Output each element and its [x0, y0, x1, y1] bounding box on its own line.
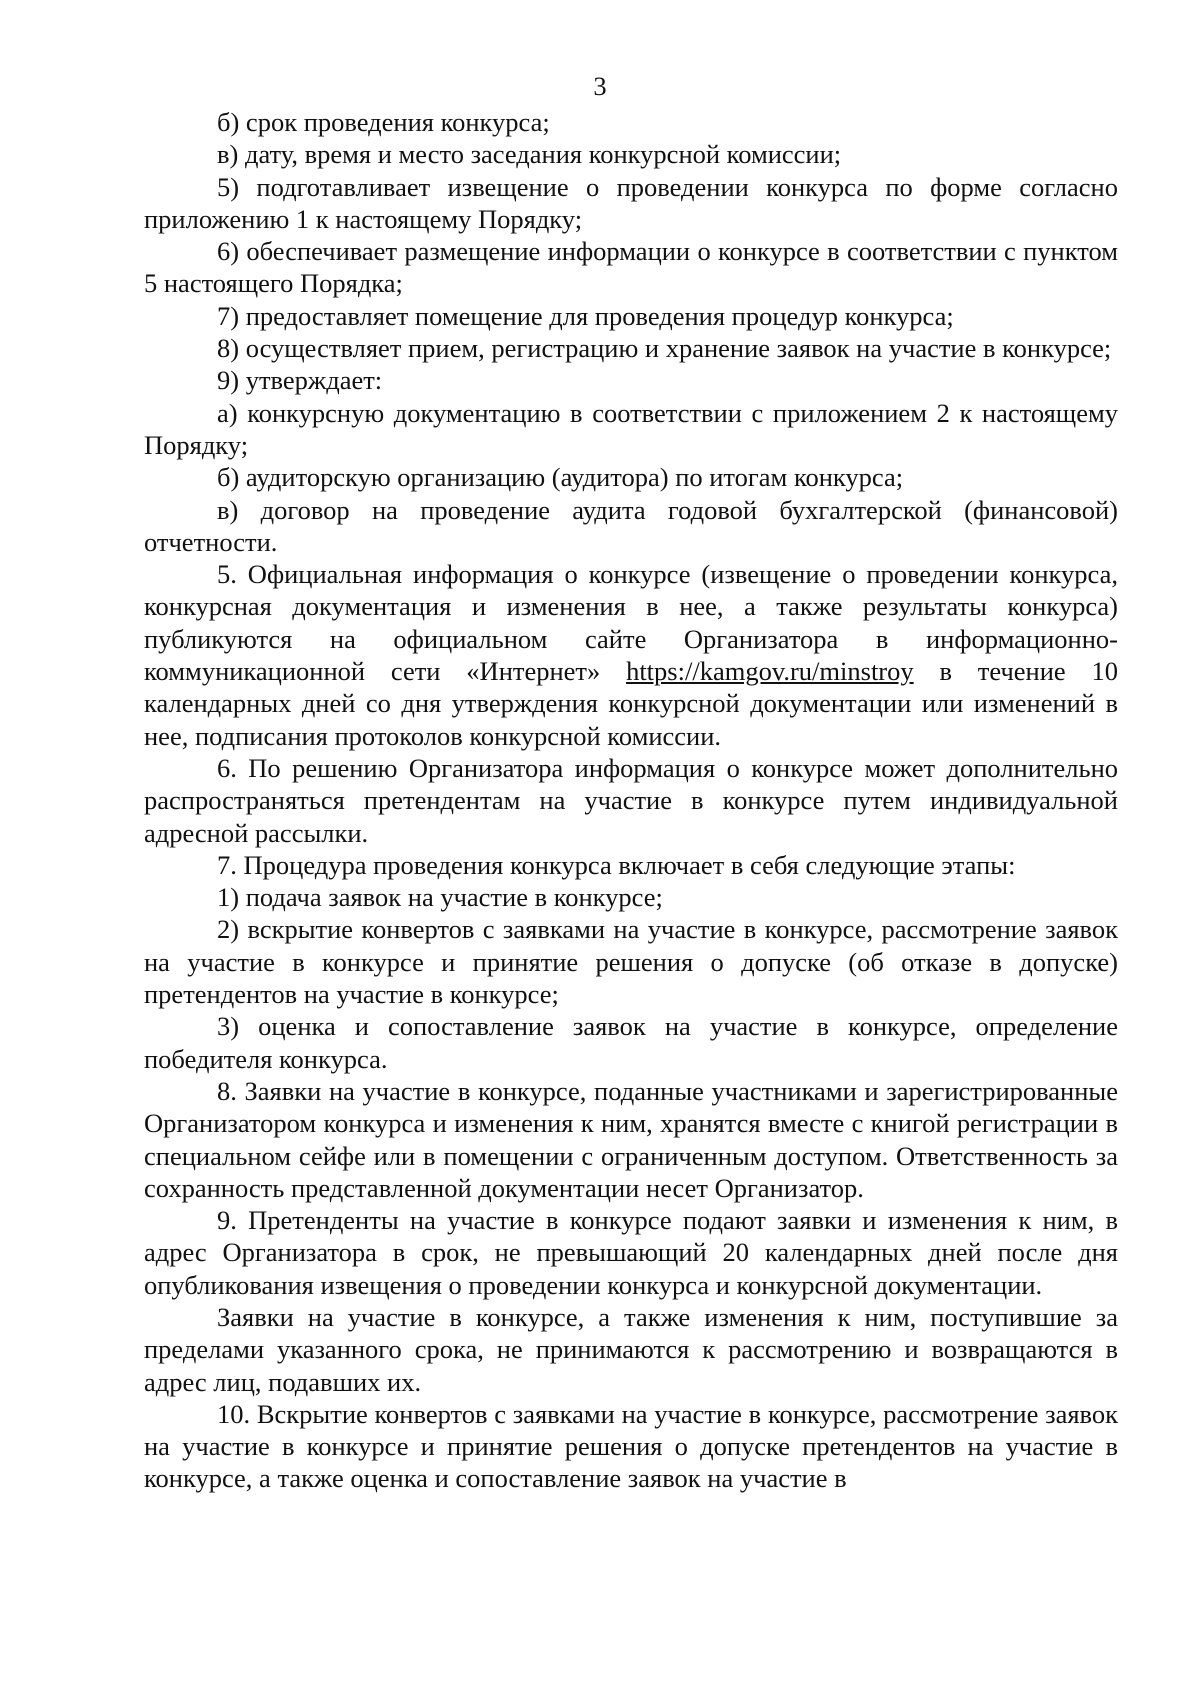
- paragraph: 6) обеспечивает размещение информации о конкурсе в соответствии с пунктом 5 настоящего Порядка;: [144, 236, 1118, 299]
- paragraph: 3) оценка и сопоставление заявок на участие в конкурсе, определение победителя конкурса.: [144, 1011, 1118, 1074]
- paragraph: 5) подготавливает извещение о проведении конкурса по форме согласно приложению 1 к настоящему Порядку;: [144, 171, 1118, 234]
- paragraph: 2) вскрытие конвертов с заявками на участие в конкурсе, рассмотрение заявок на участие в конкурсе и принятие решения о допуске (об отказе в допуске) претендентов на участие в конкурсе;: [144, 914, 1118, 1010]
- page-number: 3: [593, 71, 607, 101]
- paragraph: 8. Заявки на участие в конкурсе, поданные участниками и зарегистрированные Организатором конкурса и изменения к ним, хранятся вместе с книгой регистрации в специальном сейфе или в помещении с ограниченным доступом. Ответственность за сохранность представленной документации несет Организатор.: [144, 1075, 1118, 1203]
- minstroy-website-link[interactable]: https://kamgov.ru/minstroy: [626, 656, 914, 687]
- paragraph: в) договор на проведение аудита годовой бухгалтерской (финансовой) отчетности.: [144, 494, 1118, 557]
- paragraph: 7. Процедура проведения конкурса включает в себя следующие этапы:: [217, 849, 1016, 880]
- paragraph: 9) утверждает:: [217, 365, 383, 396]
- paragraph-text-after-link: в течение 10 календарных дней со дня утверждения конкурсной документации или изменений в нее, подписания протоколов конкурсной комиссии.: [144, 656, 1118, 751]
- paragraph: 7) предоставляет помещение для проведения процедур конкурса;: [217, 300, 954, 331]
- paragraph: 6. По решению Организатора информация о конкурсе может дополнительно распространяться претендентам на участие в конкурсе путем индивидуальной адресной рассылки.: [144, 752, 1118, 848]
- paragraph: Заявки на участие в конкурсе, а также изменения к ним, поступившие за пределами указанного срока, не принимаются к рассмотрению и возвращаются в адрес лиц, подавших их.: [144, 1301, 1118, 1397]
- paragraph: 10. Вскрытие конвертов с заявками на участие в конкурсе, рассмотрение заявок на участие в конкурсе и принятие решения о допуске претендентов на участие в конкурсе, а также оценка и сопоставление заявок на участие в: [144, 1398, 1118, 1494]
- paragraph: 8) осуществляет прием, регистрацию и хранение заявок на участие в конкурсе;: [217, 333, 1112, 364]
- paragraph: 9. Претенденты на участие в конкурсе подают заявки и изменения к ним, в адрес Организатора в срок, не превышающий 20 календарных дней после дня опубликования извещения о проведении конкурса и конкурсной документации.: [144, 1205, 1118, 1300]
- paragraph: 1) подача заявок на участие в конкурсе;: [217, 882, 663, 913]
- paragraph: б) аудиторскую организацию (аудитора) по итогам конкурса;: [217, 462, 904, 493]
- paragraph-text-before-link: 5. Официальная информация о конкурсе (извещение о проведении конкурса, конкурсная документация и изменения в нее, а также результаты конкурса) публикуются на официальном сайте Организатора в информационно-коммуникационной сети «Интернет»: [144, 559, 1118, 687]
- document-body: [144, 106, 1118, 1495]
- paragraph: в) дату, время и место заседания конкурсной комиссии;: [217, 139, 842, 170]
- paragraph: а) конкурсную документацию в соответствии с приложением 2 к настоящему Порядку;: [144, 397, 1118, 460]
- paragraph: б) срок проведения конкурса;: [217, 107, 550, 137]
- paragraph-with-link: [144, 558, 1118, 752]
